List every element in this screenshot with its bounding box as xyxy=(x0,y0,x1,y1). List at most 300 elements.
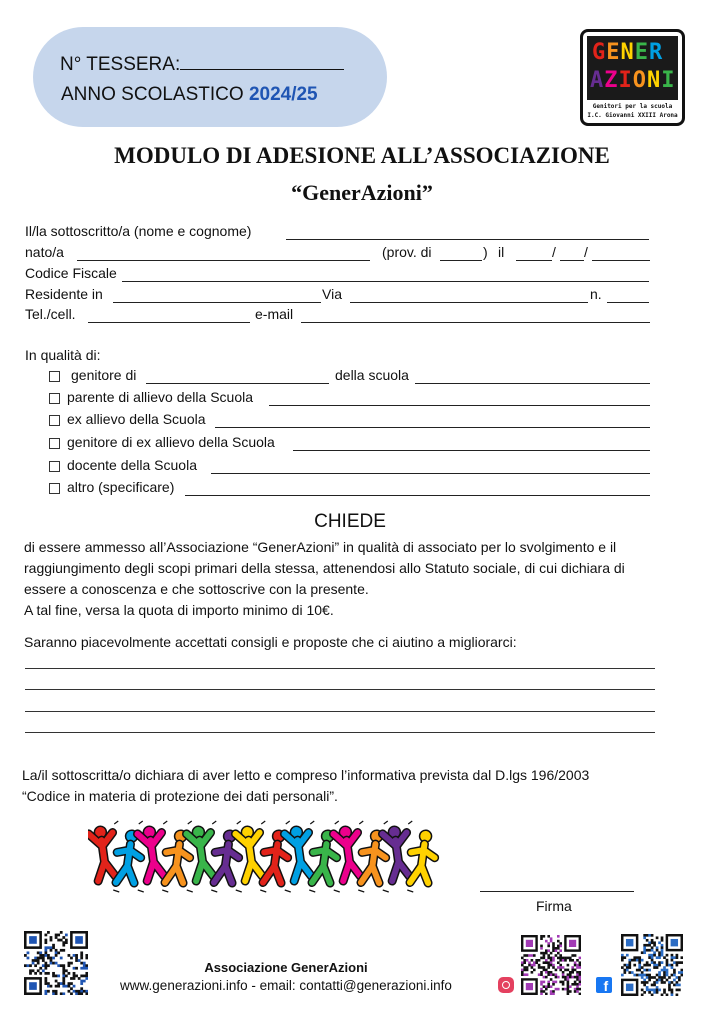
qr-module xyxy=(671,989,674,992)
qr-module xyxy=(44,949,47,952)
qr-module xyxy=(547,973,550,976)
qr-module xyxy=(576,964,579,967)
qr-module xyxy=(574,990,577,993)
qr-module xyxy=(638,969,641,972)
checkbox-altro[interactable] xyxy=(49,483,60,494)
qr-module xyxy=(571,966,574,969)
qr-module xyxy=(62,944,65,947)
qr-module xyxy=(681,974,683,977)
qr-module xyxy=(547,985,550,988)
checkbox-docente[interactable] xyxy=(49,461,60,472)
qr-code-facebook[interactable] xyxy=(621,934,683,996)
qr-module xyxy=(631,971,634,974)
dancing-figure xyxy=(407,829,438,886)
qr-module xyxy=(643,979,646,982)
qr-module xyxy=(555,981,558,984)
qr-module xyxy=(671,994,674,996)
checkbox-ex-allievo[interactable] xyxy=(49,415,60,426)
chiede-line-2: raggiungimento degli scopi primari della stessa, attenendosi allo Statuto sociale, di cui dichiara di xyxy=(24,560,625,576)
date-sep-2: / xyxy=(584,244,588,260)
qr-module xyxy=(668,989,671,992)
field-numero[interactable] xyxy=(607,302,649,303)
logo-letter: N xyxy=(647,68,662,93)
qr-module xyxy=(626,966,629,969)
qr-module xyxy=(651,989,654,992)
qr-module xyxy=(671,966,674,969)
qr-module xyxy=(521,973,524,976)
qr-module xyxy=(643,949,646,952)
qr-module xyxy=(638,961,641,964)
option-ex-allievo xyxy=(25,411,650,431)
qr-module xyxy=(623,971,626,974)
qr-module xyxy=(668,986,671,989)
qr-module xyxy=(533,961,536,964)
label-tel: Tel./cell. xyxy=(25,306,76,322)
qr-finder-module xyxy=(626,984,633,991)
qr-module xyxy=(552,993,555,995)
field-luogo-nascita[interactable] xyxy=(77,260,370,261)
qr-module xyxy=(52,946,55,949)
field-residenza[interactable] xyxy=(113,302,321,303)
qr-module xyxy=(547,954,550,957)
qr-module xyxy=(628,966,631,969)
label-numero: n. xyxy=(590,286,602,302)
qr-module xyxy=(673,984,676,987)
qr-module xyxy=(567,978,570,981)
qr-module xyxy=(567,983,570,986)
qr-module xyxy=(648,979,651,982)
qr-module xyxy=(562,976,565,979)
qr-module xyxy=(623,956,626,959)
qr-module xyxy=(552,947,555,950)
qr-module xyxy=(668,976,671,979)
consigli-line-2[interactable] xyxy=(25,689,655,690)
field-altro[interactable] xyxy=(185,495,650,496)
qr-module xyxy=(641,994,644,996)
qr-module xyxy=(653,989,656,992)
qr-module xyxy=(666,994,669,996)
anno-value: 2024/25 xyxy=(248,84,318,105)
label-codice-fiscale: Codice Fiscale xyxy=(25,265,117,281)
qr-module xyxy=(552,981,555,984)
qr-module xyxy=(564,959,567,962)
label-il: il xyxy=(498,244,505,260)
qr-module xyxy=(574,969,577,972)
qr-module xyxy=(557,957,560,960)
qr-module xyxy=(671,956,674,959)
qr-module xyxy=(648,969,651,972)
qr-module xyxy=(658,954,661,957)
qr-module xyxy=(52,957,55,960)
qr-module xyxy=(661,946,664,949)
qr-module xyxy=(557,940,560,943)
qr-module xyxy=(576,978,579,981)
qr-module xyxy=(648,944,651,947)
qr-module xyxy=(658,964,661,967)
qr-module xyxy=(569,959,572,962)
qr-module xyxy=(646,976,649,979)
qr-module xyxy=(656,956,659,959)
qr-module xyxy=(666,979,669,982)
qr-module xyxy=(550,961,553,964)
checkbox-genitore-ex[interactable] xyxy=(49,438,60,449)
qr-module xyxy=(646,944,649,947)
instagram-icon-lens xyxy=(502,981,510,989)
qr-module xyxy=(47,931,50,934)
qr-module xyxy=(651,994,654,996)
row-nome xyxy=(25,223,650,243)
qr-module xyxy=(641,976,644,979)
label-genitore: genitore di xyxy=(71,367,137,383)
qr-module xyxy=(576,990,579,993)
field-tel[interactable] xyxy=(88,322,250,323)
qr-module xyxy=(557,945,560,948)
qr-module xyxy=(540,947,543,950)
logo-letter: A xyxy=(590,68,605,93)
qr-module xyxy=(651,946,654,949)
qr-module xyxy=(552,949,555,952)
qr-module xyxy=(55,951,58,954)
option-docente xyxy=(25,457,650,477)
qr-module xyxy=(44,951,47,954)
field-docente[interactable] xyxy=(211,473,650,474)
qr-module xyxy=(579,961,581,964)
label-della-scuola: della scuola xyxy=(335,367,409,383)
qr-module xyxy=(579,971,581,974)
qr-module xyxy=(526,954,529,957)
qr-module xyxy=(567,981,570,984)
qr-module xyxy=(68,954,71,957)
qr-module xyxy=(651,984,654,987)
consigli-line-1[interactable] xyxy=(25,668,655,669)
qr-module xyxy=(671,954,674,957)
qr-module xyxy=(60,931,63,934)
qr-module xyxy=(569,973,572,976)
qr-module xyxy=(648,964,651,967)
qr-module xyxy=(576,971,579,974)
field-codice-fiscale[interactable] xyxy=(122,281,649,282)
field-via[interactable] xyxy=(350,302,588,303)
qr-finder-module xyxy=(75,936,83,944)
field-mese[interactable] xyxy=(560,260,584,261)
label-parente: parente di allievo della Scuola xyxy=(67,389,254,405)
qr-module xyxy=(663,971,666,974)
qr-module xyxy=(574,964,577,967)
qr-module xyxy=(564,988,567,991)
qr-module xyxy=(641,951,644,954)
qr-module xyxy=(576,983,579,986)
qr-module xyxy=(648,989,651,992)
qr-module xyxy=(641,974,644,977)
qr-module xyxy=(678,961,681,964)
row-nascita xyxy=(25,244,650,264)
chiede-line-4: A tal fine, versa la quota di importo minimo di 10€. xyxy=(24,602,334,618)
field-ex-allievo[interactable] xyxy=(215,427,650,428)
qr-module xyxy=(562,957,565,960)
qr-module xyxy=(579,983,581,986)
qr-module xyxy=(60,957,63,960)
qr-module xyxy=(576,966,579,969)
label-residente: Residente in xyxy=(25,286,103,302)
qr-module xyxy=(661,944,664,947)
qr-module xyxy=(574,983,577,986)
qr-module xyxy=(653,966,656,969)
facebook-icon[interactable]: f xyxy=(596,977,612,993)
qr-module xyxy=(538,959,541,962)
qr-module xyxy=(552,959,555,962)
qr-finder-module xyxy=(526,983,533,990)
consigli-line-3[interactable] xyxy=(25,711,655,712)
row-codice-fiscale xyxy=(25,265,650,285)
qr-module xyxy=(567,993,570,995)
qr-module xyxy=(569,957,572,960)
qr-module xyxy=(550,952,553,955)
qr-module xyxy=(678,984,681,987)
qr-module xyxy=(676,964,679,967)
qr-module xyxy=(550,957,553,960)
qr-module xyxy=(65,939,68,942)
qr-module xyxy=(557,988,560,991)
form-title: MODULO DI ADESIONE ALL’ASSOCIAZIONE xyxy=(114,143,610,168)
field-provincia[interactable] xyxy=(440,260,482,261)
checkbox-parente[interactable] xyxy=(49,393,60,404)
qr-module xyxy=(653,941,656,944)
qr-module xyxy=(562,966,565,969)
qr-module xyxy=(681,956,683,959)
qr-module xyxy=(44,941,47,944)
row-residenza xyxy=(25,286,650,306)
privacy-paragraph xyxy=(22,765,589,807)
qr-module xyxy=(651,934,654,937)
qr-module xyxy=(643,981,646,984)
qr-module xyxy=(623,969,626,972)
qr-module xyxy=(638,964,641,967)
qr-module xyxy=(653,984,656,987)
field-genitore-di[interactable] xyxy=(146,383,329,384)
qr-module xyxy=(555,988,558,991)
qr-module xyxy=(671,991,674,994)
qr-module xyxy=(676,981,679,984)
qr-module xyxy=(540,966,543,969)
qr-module xyxy=(621,959,624,962)
option-genitore-ex xyxy=(25,434,650,454)
qr-module xyxy=(676,954,679,957)
field-genitore-ex[interactable] xyxy=(293,450,650,451)
qr-module xyxy=(60,949,63,952)
qr-module xyxy=(648,934,651,937)
qr-module xyxy=(547,961,550,964)
qr-module xyxy=(557,935,560,938)
qr-module xyxy=(676,976,679,979)
qr-module xyxy=(543,985,546,988)
qr-module xyxy=(579,976,581,979)
qr-module xyxy=(666,969,669,972)
chiede-paragraph xyxy=(24,537,625,621)
qr-module xyxy=(559,959,562,962)
qr-module xyxy=(653,981,656,984)
qr-code-instagram[interactable] xyxy=(521,935,581,995)
qr-module xyxy=(571,971,574,974)
logo-letter: Z xyxy=(604,68,619,93)
checkbox-genitore[interactable] xyxy=(49,371,60,382)
qr-module xyxy=(528,954,531,957)
qr-module xyxy=(540,990,543,993)
qr-module xyxy=(638,956,641,959)
qr-module xyxy=(658,974,661,977)
qr-module xyxy=(559,957,562,960)
field-giorno[interactable] xyxy=(516,260,552,261)
qr-module xyxy=(668,964,671,967)
field-anno[interactable] xyxy=(592,260,650,261)
qr-module xyxy=(42,954,45,957)
qr-module xyxy=(626,964,629,967)
qr-module xyxy=(545,961,548,964)
privacy-line-1: La/il sottoscritta/o dichiara di aver letto e compreso l’informativa prevista dal D.lgs 196/2003 xyxy=(22,767,590,783)
label-prov: (prov. di xyxy=(382,244,432,260)
qr-module xyxy=(643,969,646,972)
qr-module xyxy=(576,959,579,962)
qr-module xyxy=(547,949,550,952)
qr-module xyxy=(651,976,654,979)
qr-module xyxy=(531,964,534,967)
qr-module xyxy=(523,954,526,957)
qr-module xyxy=(44,946,47,949)
qr-module xyxy=(540,935,543,938)
qr-module xyxy=(545,952,548,955)
qr-module xyxy=(567,973,570,976)
qr-module xyxy=(44,934,47,937)
qr-module xyxy=(562,973,565,976)
qr-module xyxy=(559,981,562,984)
qr-module xyxy=(633,974,636,977)
instagram-icon[interactable] xyxy=(498,977,514,993)
qr-module xyxy=(80,954,83,957)
qr-module xyxy=(37,957,40,960)
qr-module xyxy=(44,939,47,942)
qr-module xyxy=(44,954,47,957)
qr-module xyxy=(668,981,671,984)
qr-module xyxy=(562,988,565,991)
qr-module xyxy=(656,981,659,984)
qr-module xyxy=(552,973,555,976)
qr-module xyxy=(633,956,636,959)
tessera-field[interactable] xyxy=(180,55,344,70)
qr-module xyxy=(661,951,664,954)
qr-module xyxy=(636,974,639,977)
qr-module xyxy=(564,976,567,979)
qr-module xyxy=(638,974,641,977)
qr-module xyxy=(545,985,548,988)
qr-module xyxy=(559,942,562,945)
qr-module xyxy=(676,994,679,996)
label-nome: Il/la sottoscritto/a (nome e cognome) xyxy=(25,223,252,239)
field-email[interactable] xyxy=(301,322,650,323)
qr-module xyxy=(540,952,543,955)
qr-module xyxy=(569,976,572,979)
label-genitore-ex: genitore di ex allievo della Scuola xyxy=(67,434,275,450)
qr-module xyxy=(50,946,53,949)
qr-module xyxy=(648,954,651,957)
tessera-label: N° TESSERA: xyxy=(60,54,181,75)
qr-module xyxy=(641,966,644,969)
qr-module xyxy=(52,944,55,947)
qr-module xyxy=(567,976,570,979)
qr-module xyxy=(569,990,572,993)
label-ex-allievo: ex allievo della Scuola xyxy=(67,411,206,427)
qr-module xyxy=(62,949,65,952)
qr-module xyxy=(540,973,543,976)
qr-module xyxy=(550,990,553,993)
qr-module xyxy=(656,966,659,969)
qr-module xyxy=(543,961,546,964)
qr-module xyxy=(576,988,579,991)
qr-module xyxy=(540,971,543,974)
qr-module xyxy=(656,936,659,939)
qr-module xyxy=(628,959,631,962)
field-parente[interactable] xyxy=(269,405,650,406)
qr-module xyxy=(545,971,548,974)
qr-module xyxy=(547,945,550,948)
qr-module xyxy=(543,969,546,972)
qr-module xyxy=(535,959,538,962)
firma-line[interactable] xyxy=(480,891,634,892)
logo-sub-2: I.C. Giovanni XXIII Arona xyxy=(587,112,678,119)
qr-module xyxy=(526,966,529,969)
qr-module xyxy=(559,949,562,952)
chiede-line-3: essere a conoscenza e che sottoscrive con la presente. xyxy=(24,581,369,597)
qr-module xyxy=(574,954,577,957)
qr-module xyxy=(658,976,661,979)
qr-module xyxy=(656,949,659,952)
label-altro: altro (specificare) xyxy=(67,479,175,495)
logo-sub-1: Genitori per la scuola xyxy=(592,103,673,110)
qr-module xyxy=(678,971,681,974)
qr-module xyxy=(567,969,570,972)
qr-module xyxy=(658,961,661,964)
qr-module xyxy=(540,988,543,991)
qr-module xyxy=(543,954,546,957)
qr-module xyxy=(543,976,546,979)
logo-letter: E xyxy=(606,40,621,65)
qr-module xyxy=(552,945,555,948)
qr-module xyxy=(557,966,560,969)
qr-module xyxy=(567,985,570,988)
field-nome[interactable] xyxy=(286,239,649,240)
qr-module xyxy=(574,976,577,979)
qr-module xyxy=(531,971,534,974)
qr-module xyxy=(526,973,529,976)
qr-module xyxy=(643,964,646,967)
qr-module xyxy=(543,981,546,984)
qr-module xyxy=(540,993,543,995)
qr-module xyxy=(571,976,574,979)
field-della-scuola[interactable] xyxy=(415,383,650,384)
qr-module xyxy=(547,957,550,960)
qr-module xyxy=(579,988,581,991)
date-sep-1: / xyxy=(552,244,556,260)
qr-module xyxy=(643,936,646,939)
qr-module xyxy=(663,989,666,992)
qr-module xyxy=(564,969,567,972)
qr-module xyxy=(636,956,639,959)
consigli-line-4[interactable] xyxy=(25,732,655,733)
anno-line xyxy=(61,84,318,106)
qr-module xyxy=(555,949,558,952)
qr-module xyxy=(24,954,27,957)
qr-module xyxy=(646,986,649,989)
qr-module xyxy=(47,954,50,957)
qr-module xyxy=(523,973,526,976)
